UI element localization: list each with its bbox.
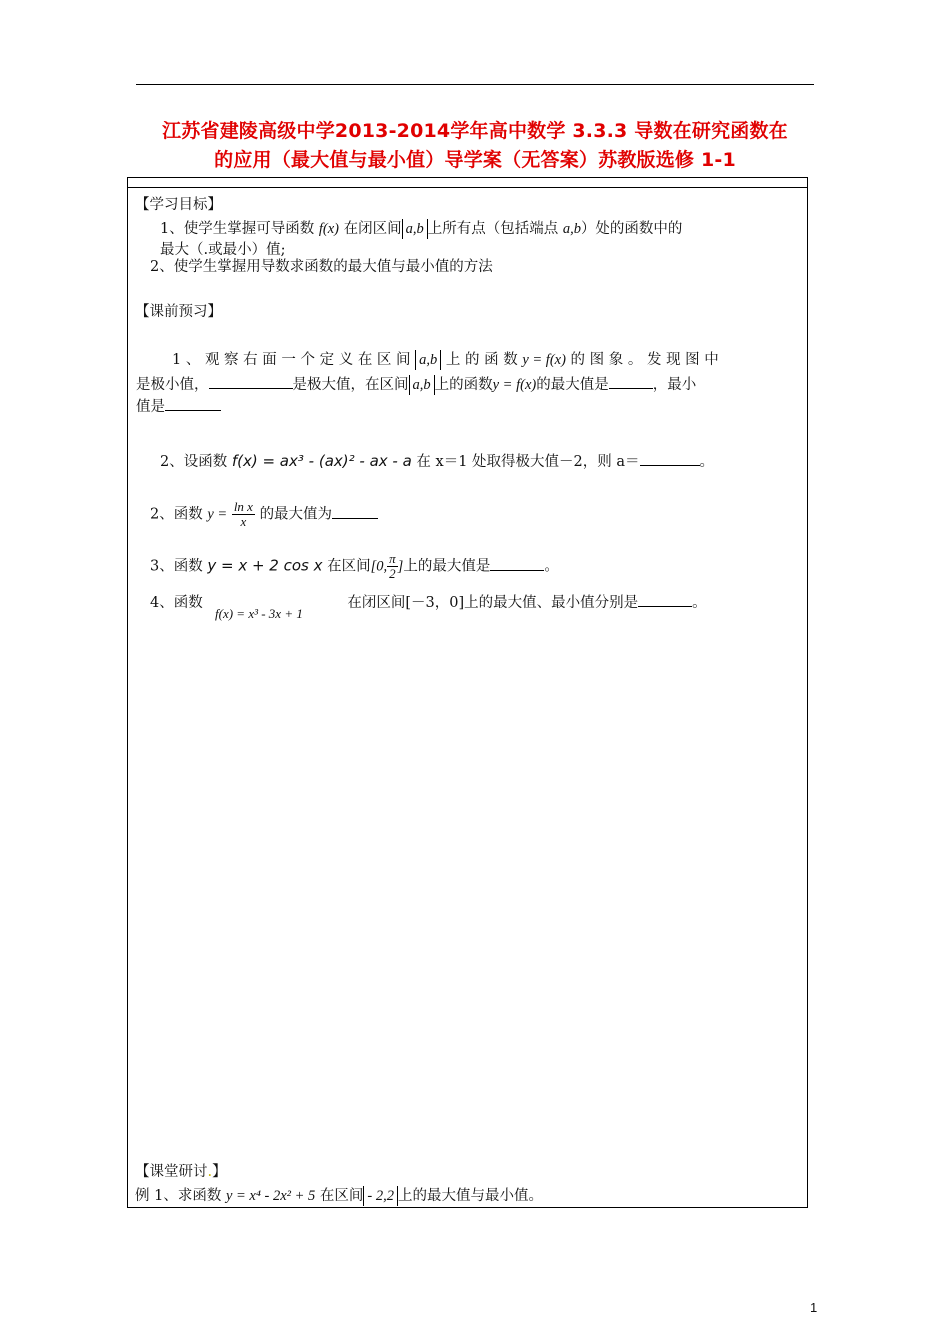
section-heading-goals: 【学习目标】 — [135, 197, 222, 213]
question-5: 4、函数 在闭区间[－3，0]上的最大值、最小值分别是 。 — [150, 592, 707, 613]
answer-blank[interactable] — [332, 504, 378, 519]
answer-blank[interactable] — [609, 374, 653, 389]
title-line-1: 江苏省建陵高级中学2013-2014学年高中数学 3.3.3 导数在研究函数在 — [162, 120, 788, 142]
answer-blank[interactable] — [165, 396, 221, 411]
question-1-line-3: 值是 — [136, 396, 221, 417]
page-number: 1 — [810, 1300, 818, 1315]
goal-2: 2、使学生掌握用导数求函数的最大值与最小值的方法 — [150, 259, 493, 275]
section-heading-preview: 【课前预习】 — [135, 304, 222, 320]
example-1: 例 1、求函数 y = x⁴ - 2x² + 5 在区间 - 2,2 上的最大值与最小值。 — [135, 1188, 543, 1204]
fraction: $\frac{\text{ln x}}{x}$ — [233, 499, 253, 529]
goal-1-line-2: 最大（.或最小）值; — [160, 242, 286, 258]
goal-1-line-1: 1、使学生掌握可导函数 f(x) 在闭区间 a,b 上所有点（包括端点 a,b）处的函数中的 — [160, 221, 683, 237]
question-1-line-1: 1 、 观 察 右 面 一 个 定 义 在 区 间 a,b 上 的 函 数 y = f(x) 的 图 象 。 发 现 图 中 — [172, 352, 719, 368]
question-4: 3、函数 y = x + 2 cos x 在区间[0, $\frac{\pi}{2}$ ]上的最大值是 。 — [150, 551, 559, 581]
title-line-2: 的应用（最大值与最小值）导学案（无答案）苏教版选修 1-1 — [214, 149, 736, 171]
answer-blank[interactable] — [638, 592, 692, 607]
top-rule — [136, 84, 814, 85]
question-1-line-2: 是极小值， 是极大值，在区间 a,b 上的函数y = f(x)的最大值是 ，最小 — [136, 374, 696, 395]
question-5-formula: f(x) = x³ - 3x + 1 — [215, 606, 303, 621]
box-header-rule — [127, 187, 808, 188]
answer-blank[interactable] — [209, 374, 293, 389]
question-3: 2、函数 y = $\frac{\text{ln x}}{x}$ 的最大值为 — [150, 500, 378, 529]
question-2: 2、设函数 f(x) = ax³ - (ax)² - ax - a 在 x＝1 处取得极大值－2，则 a＝ 。 — [160, 452, 715, 470]
answer-blank[interactable] — [490, 556, 544, 571]
section-heading-discussion: 【课堂研讨.】 — [135, 1164, 227, 1180]
fraction: $\frac{\pi}{2}$ — [389, 551, 396, 581]
content-box — [127, 177, 808, 1208]
answer-blank[interactable] — [640, 451, 700, 466]
document-title — [120, 117, 830, 175]
